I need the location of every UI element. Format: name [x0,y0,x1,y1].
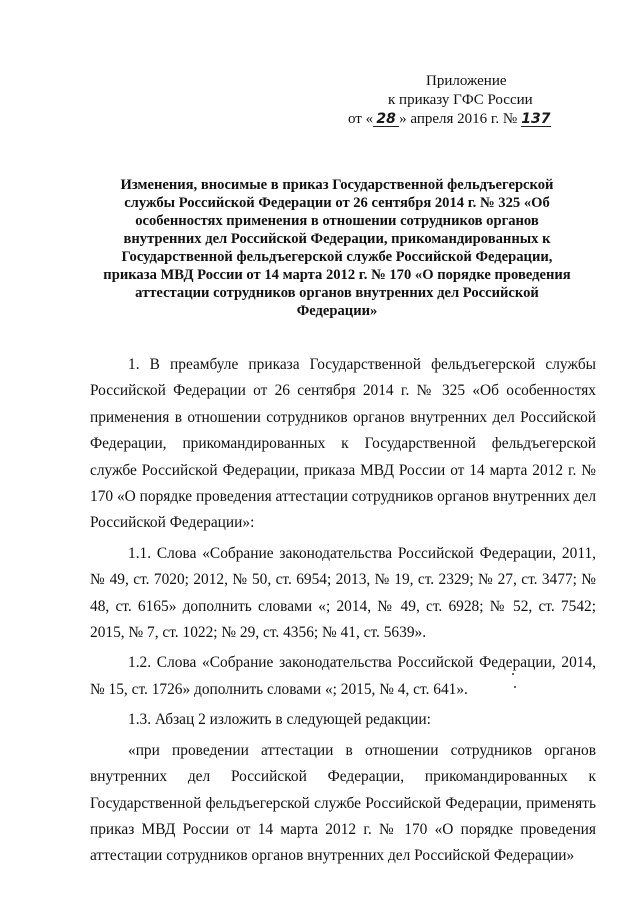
scan-speck [514,686,516,688]
handwritten-order-number: 137 [521,111,551,127]
date-middle: » апреля 2016 г. № [399,111,518,127]
paragraph-1: 1. В преамбуле приказа Государственной фельдъегерской службы Российской Федерации от 26 сентября 2014 г. № 325 «Об особенностях применения в отношении сотрудников органов внутренних дел Российской Федерации, прикомандированных к Государственной фельдъегерской службе Российской Федерации, приказа МВД России от 14 марта 2012 г. № 170 «О порядке проведения аттестации сотрудников органов внутренних дел Российской Федерации»: [90,356,596,532]
document-body [90,352,596,870]
paragraph-quote: «при проведении аттестации в отношении сотрудников органов внутренних дел Российской Федерации, прикомандированных к Государственной фельдъегерской службе Российской Федерации, применять приказ МВД России от 14 марта 2012 г. № 170 «О порядке проведения аттестации сотрудников органов внутренних дел Российской Федерации» [90,741,596,865]
document-title: Изменения, вносимые в приказ Государственной фельдъегерской службы Российской Федерации от 26 сентября 2014 г. № 325 «Об особенностях применения в отношении сотрудников органов внутренних дел Российской Федерации, прикомандированных к Государственной фельдъегерской службе Российской Федерации, приказа МВД России от 14 марта 2012 г. № 170 «О порядке проведения аттестации сотрудников органов внутренних дел Российской Федерации» [103,177,571,319]
appendix-order-ref: к приказу ГФС России [388,92,533,108]
paragraph-1-3: 1.3. Абзац 2 изложить в следующей редакции: [128,711,431,729]
handwritten-day: 28 [373,112,399,127]
appendix-label: Приложение [426,73,507,89]
scan-speck [512,673,514,675]
appendix-date-line [300,110,600,129]
appendix-header [300,72,600,129]
paragraph-1-2: 1.2. Слова «Собрание законодательства Российской Федерации, 2014, № 15, ст. 1726» дополнить словами «; 2015, № 4, ст. 641». [90,654,596,698]
paragraph-1-1: 1.1. Слова «Собрание законодательства Российской Федерации, 2011, № 49, ст. 7020; 2012, № 50, ст. 6954; 2013, № 19, ст. 2329; № 27, ст. 3477; № 48, ст. 6165» дополнить словами «; 2014, № 49, ст. 6928; № 52, ст. 7542; 2015, № 7, ст. 1022; № 29, ст. 4356; № 41, ст. 5639». [90,544,596,642]
date-prefix: от « [348,111,374,127]
